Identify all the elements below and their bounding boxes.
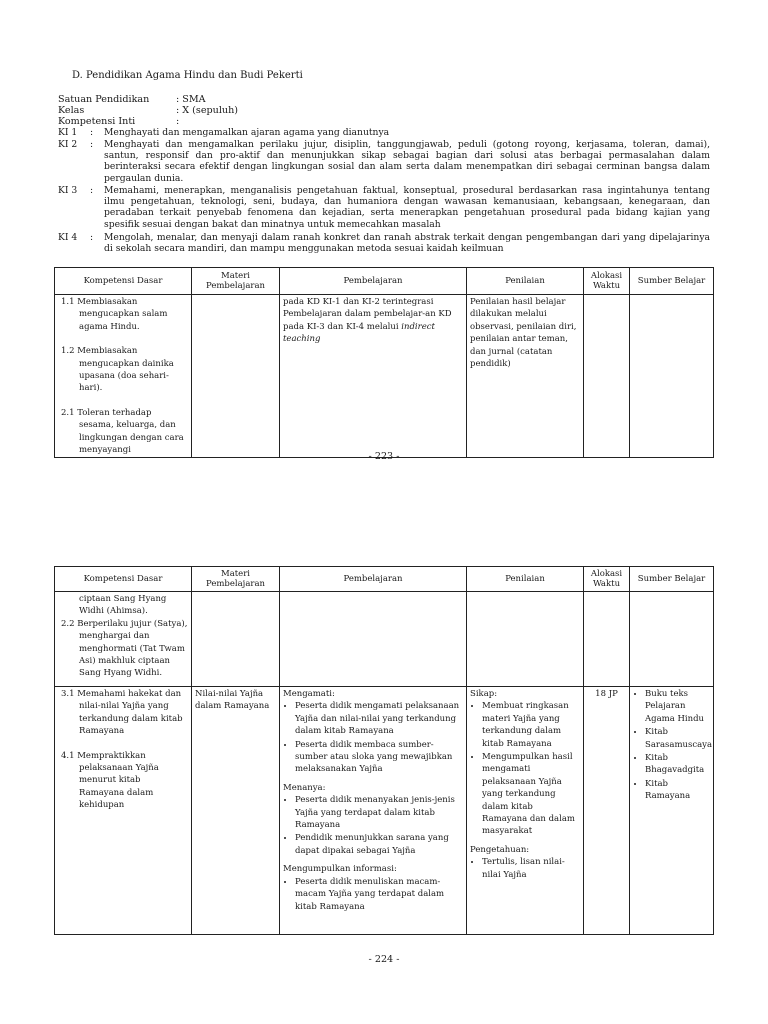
ki-4: KI 4 : Mengolah, menalar, dan menyaji dalam ranah konkret dan ranah abstrak terkait dengan pengembangan dari yang dipelajarinya di sekolah secara mandiri, dan mampu menggunakan metoda sesuai kaidah keilmuan	[58, 232, 710, 255]
kd-cell	[55, 295, 192, 458]
kd-cell	[55, 687, 192, 935]
header-alokasi: Alokasi Waktu	[584, 567, 630, 592]
syllabus-table-page-223	[54, 267, 714, 458]
list-item: • Peserta didik membaca sumber-sumber atau sloka yang mewajibkan melaksanakan Yajña	[295, 739, 463, 776]
list-item: • Tertulis, lisan nilai-nilai Yajña	[482, 856, 580, 881]
list-item: • Kitab Bhagavadgita	[645, 752, 710, 777]
list-item: • Pendidik menunjukkan sarana yang dapat dipakai sebagai Yajña	[295, 832, 463, 857]
list-item: • Peserta didik menuliskan macam-macam Yajña yang terdapat dalam kitab Ramayana	[295, 876, 463, 913]
kd-item: ciptaan Sang Hyang Widhi (Ahimsa).	[79, 594, 167, 617]
meta-satuan: Satuan Pendidikan : SMA	[58, 94, 206, 105]
kd-item: 2.1 Toleran terhadap sesama, keluarga, dan lingkungan dengan cara menyayangi	[61, 407, 184, 456]
list-item: • Kitab Sarasamuscaya	[645, 726, 710, 751]
alokasi-cell	[584, 295, 630, 458]
syllabus-table-page-224	[54, 566, 714, 935]
header-sumber: Sumber Belajar	[630, 567, 714, 592]
ki-1: KI 1 : Menghayati dan mengamalkan ajaran agama yang dianutnya	[58, 127, 390, 138]
header-pembelajaran: Pembelajaran	[280, 567, 467, 592]
ki-2: KI 2 : Menghayati dan mengamalkan perilaku jujur, disiplin, tanggungjawab, peduli (gotong royong, kerjasama, toleran, damai), santun, responsif dan pro-aktif dan menunjukkan sikap sebagai bagian dari solusi atas berbagai permasalahan dalam berinteraksi secara efektif dengan lingkungan sosial dan alam serta dalam menempatkan diri sebagai cerminan bangsa dalam pergaulan dunia.	[58, 139, 710, 184]
list-item: • Membuat ringkasan materi Yajña yang terkandung dalam kitab Ramayana	[482, 700, 580, 750]
penilaian-cell: Sikap: • Membuat ringkasan materi Yajña yang terkandung dalam kitab Ramayana • Mengumpulkan hasil mengamati pelaksanaan Yajña yang terkandung dalam kitab Ramayana dan dalam masyarakat Pengetahuan: • Tertulis, lisan nilai-nilai Yajña	[467, 687, 584, 935]
sumber-cell	[630, 687, 714, 935]
page-number: - 223 -	[368, 451, 400, 462]
list-item: • Buku teks Pelajaran Agama Hindu	[645, 688, 710, 725]
alokasi-cell: 18 JP	[584, 687, 630, 935]
kd-cell	[55, 592, 192, 687]
section-title: D. Pendidikan Agama Hindu dan Budi Pekerti	[72, 70, 303, 81]
kd-item: 1.1 Membiasakan mengucapkan salam agama Hindu.	[61, 297, 168, 332]
pembelajaran-cell: pada KD KI-1 dan KI-2 terintegrasi Pembelajaran dalam pembelajar-an KD pada KI-3 dan KI-4 melalui indirect teaching	[280, 295, 467, 458]
list-item: • Mengumpulkan hasil mengamati pelaksanaan Yajña yang terkandung dalam kitab Ramayana dan dalam masyarakat	[482, 751, 580, 838]
header-penilaian: Penilaian	[467, 567, 584, 592]
header-alokasi: Alokasi Waktu	[584, 268, 630, 295]
penilaian-cell: Penilaian hasil belajar dilakukan melalui observasi, penilaian diri, penilaian antar teman, dan jurnal (catatan pendidik)	[467, 295, 584, 458]
header-penilaian: Penilaian	[467, 268, 584, 295]
materi-cell	[192, 295, 280, 458]
sumber-cell	[630, 295, 714, 458]
list-item: • Kitab Ramayana	[645, 778, 710, 803]
ki-3: KI 3 : Memahami, menerapkan, menganalisis pengetahuan faktual, konseptual, prosedural berdasarkan rasa ingintahunya tentang ilmu pengetahuan, teknologi, seni, budaya, dan humaniora dengan wawasan kemanusiaan, kebangsaan, kenegaraan, dan peradaban terkait penyebab fenomena dan kejadian, serta menerapkan pengetahuan prosedural pada bidang kajian yang spesifik sesuai dengan bakat dan minatnya untuk memecahkan masalah	[58, 185, 710, 230]
kd-item: 2.2 Berperilaku jujur (Satya), menghargai dan menghormati (Tat Twam Asi) makhluk ciptaan Sang Hyang Widhi.	[61, 618, 188, 679]
header-kompetensi-dasar: Kompetensi Dasar	[55, 268, 192, 295]
header-materi: Materi Pembelajaran	[192, 268, 280, 295]
kd-item: 4.1 Mempraktikkan pelaksanaan Yajña menurut kitab Ramayana dalam kehidupan	[61, 750, 159, 811]
materi-cell: Nilai-nilai Yajña dalam Ramayana	[192, 687, 280, 935]
header-sumber: Sumber Belajar	[630, 268, 714, 295]
page-number: - 224 -	[368, 954, 400, 965]
header-kompetensi-dasar: Kompetensi Dasar	[55, 567, 192, 592]
header-pembelajaran: Pembelajaran	[280, 268, 467, 295]
meta-kompetensi-inti: Kompetensi Inti :	[58, 116, 180, 127]
kd-item: 1.2 Membiasakan mengucapkan dainika upasana (doa sehari-hari).	[61, 346, 174, 394]
list-item: • Peserta didik mengamati pelaksanaan Yajña dan nilai-nilai yang terkandung dalam kitab Ramayana	[295, 700, 463, 737]
meta-kelas: Kelas : X (sepuluh)	[58, 105, 238, 116]
kd-item: 3.1 Memahami hakekat dan nilai-nilai Yajña yang terkandung dalam kitab Ramayana	[61, 689, 183, 737]
pembelajaran-cell: Mengamati: • Peserta didik mengamati pelaksanaan Yajña dan nilai-nilai yang terkandung dalam kitab Ramayana • Peserta didik membaca sumber-sumber atau sloka yang mewajibkan melaksanakan Yajña Menanya: • Peserta didik menanyakan jenis-jenis Yajña yang terdapat dalam kitab Ramayana • Pendidik menunjukkan sarana yang dapat dipakai sebagai Yajña Mengumpulkan informasi: • Peserta didik menuliskan macam-macam Yajña yang terdapat dalam kitab Ramayana	[280, 687, 467, 935]
header-materi: Materi Pembelajaran	[192, 567, 280, 592]
list-item: • Peserta didik menanyakan jenis-jenis Yajña yang terdapat dalam kitab Ramayana	[295, 794, 463, 831]
